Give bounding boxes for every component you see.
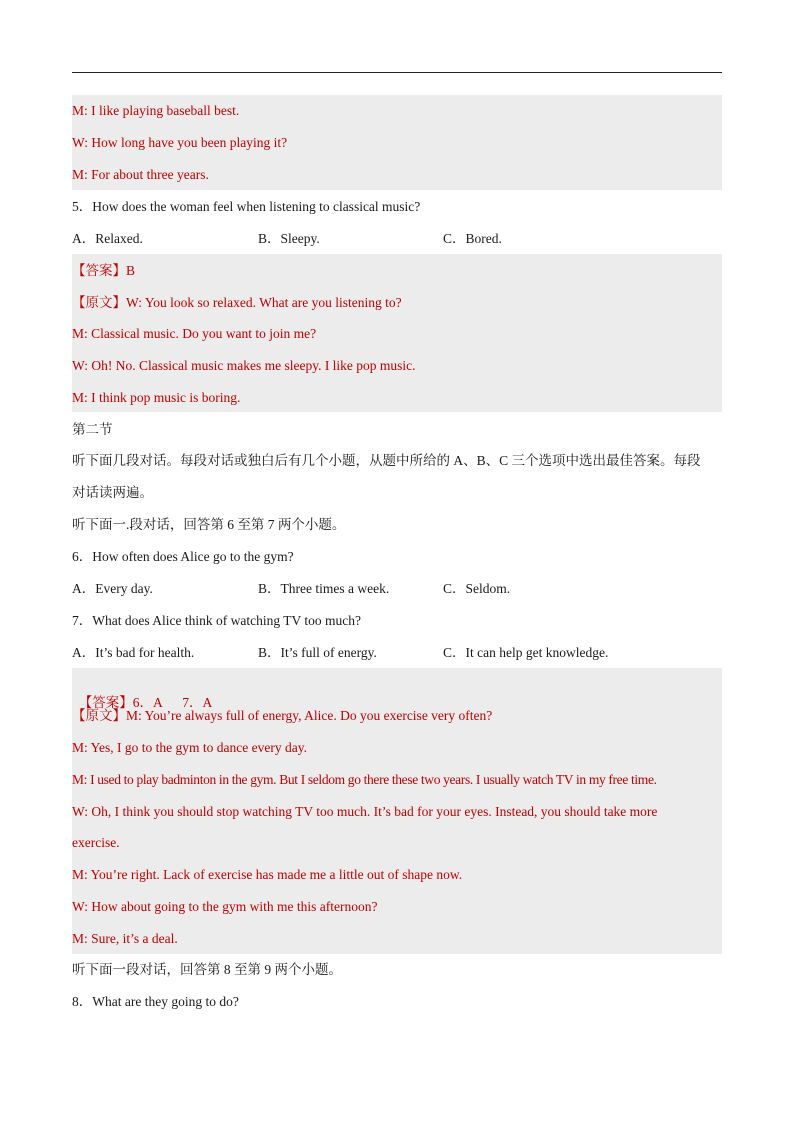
script-tag: 【原文】	[72, 295, 126, 310]
script-line: M: For about three years.	[72, 167, 209, 182]
q6-option-a: A．Every day.	[72, 581, 153, 596]
section-instruction: 听下面几段对话。每段对话或独白后有几个小题，从题中所给的 A、B、C 三个选项中选出最佳答案。每段	[72, 453, 701, 468]
q7-option-c: C．It can help get knowledge.	[443, 645, 609, 660]
answer-line	[72, 262, 732, 280]
q7-option-a: A．It’s bad for health.	[72, 645, 195, 660]
script-line: M: I used to play badminton in the gym. But I seldom go there these two years. I usually watch TV in my free time.	[72, 772, 657, 787]
sub-instruction-2: 听下面一段对话，回答第 8 至第 9 两个小题。	[72, 962, 342, 977]
script-line: W: You look so relaxed. What are you listening to?	[126, 295, 402, 310]
q7-option-b: B．It’s full of energy.	[258, 645, 377, 660]
q6-option-b: B．Three times a week.	[258, 581, 390, 596]
script-line: exercise.	[72, 835, 120, 850]
section-heading: 第二节	[72, 422, 113, 437]
q6-option-c: C．Seldom.	[443, 581, 511, 596]
question-8: 8．What are they going to do?	[72, 994, 239, 1009]
answer-tag: 【答案】	[72, 263, 126, 278]
answer-value: 6．A 7．A	[132, 695, 213, 710]
q5-option-a: A．Relaxed.	[72, 231, 143, 246]
script-first-line	[72, 707, 732, 725]
script-line: W: Oh! No. Classical music makes me sleepy. I like pop music.	[72, 358, 416, 373]
script-line: M: Sure, it’s a deal.	[72, 931, 178, 946]
script-first-line	[72, 294, 732, 312]
question-5: 5．How does the woman feel when listening to classical music?	[72, 199, 421, 214]
header-rule	[72, 72, 722, 73]
script-line: M: Yes, I go to the gym to dance every day.	[72, 740, 307, 755]
script-line: M: You’re always full of energy, Alice. Do you exercise very often?	[126, 708, 493, 723]
question-6: 6．How often does Alice go to the gym?	[72, 549, 294, 564]
q5-option-b: B．Sleepy.	[258, 231, 320, 246]
q5-option-c: C．Bored.	[443, 231, 502, 246]
script-line: W: Oh, I think you should stop watching TV too much. It’s bad for your eyes. Instead, you should take more	[72, 804, 658, 819]
sub-instruction: 听下面一.段对话，回答第 6 至第 7 两个小题。	[72, 517, 346, 532]
script-line: W: How long have you been playing it?	[72, 135, 288, 150]
script-tag: 【原文】	[72, 708, 126, 723]
question-7: 7．What does Alice think of watching TV too much?	[72, 613, 361, 628]
script-line: W: How about going to the gym with me this afternoon?	[72, 899, 378, 914]
section-instruction-cont: 对话读两遍。	[72, 485, 153, 500]
answer-tag: 【答案】	[78, 695, 133, 710]
script-line: M: I think pop music is boring.	[72, 390, 241, 405]
script-line: M: Classical music. Do you want to join me?	[72, 326, 317, 341]
script-line: M: I like playing baseball best.	[72, 103, 240, 118]
script-line: M: You’re right. Lack of exercise has made me a little out of shape now.	[72, 867, 463, 882]
answer-value: B	[126, 263, 136, 278]
